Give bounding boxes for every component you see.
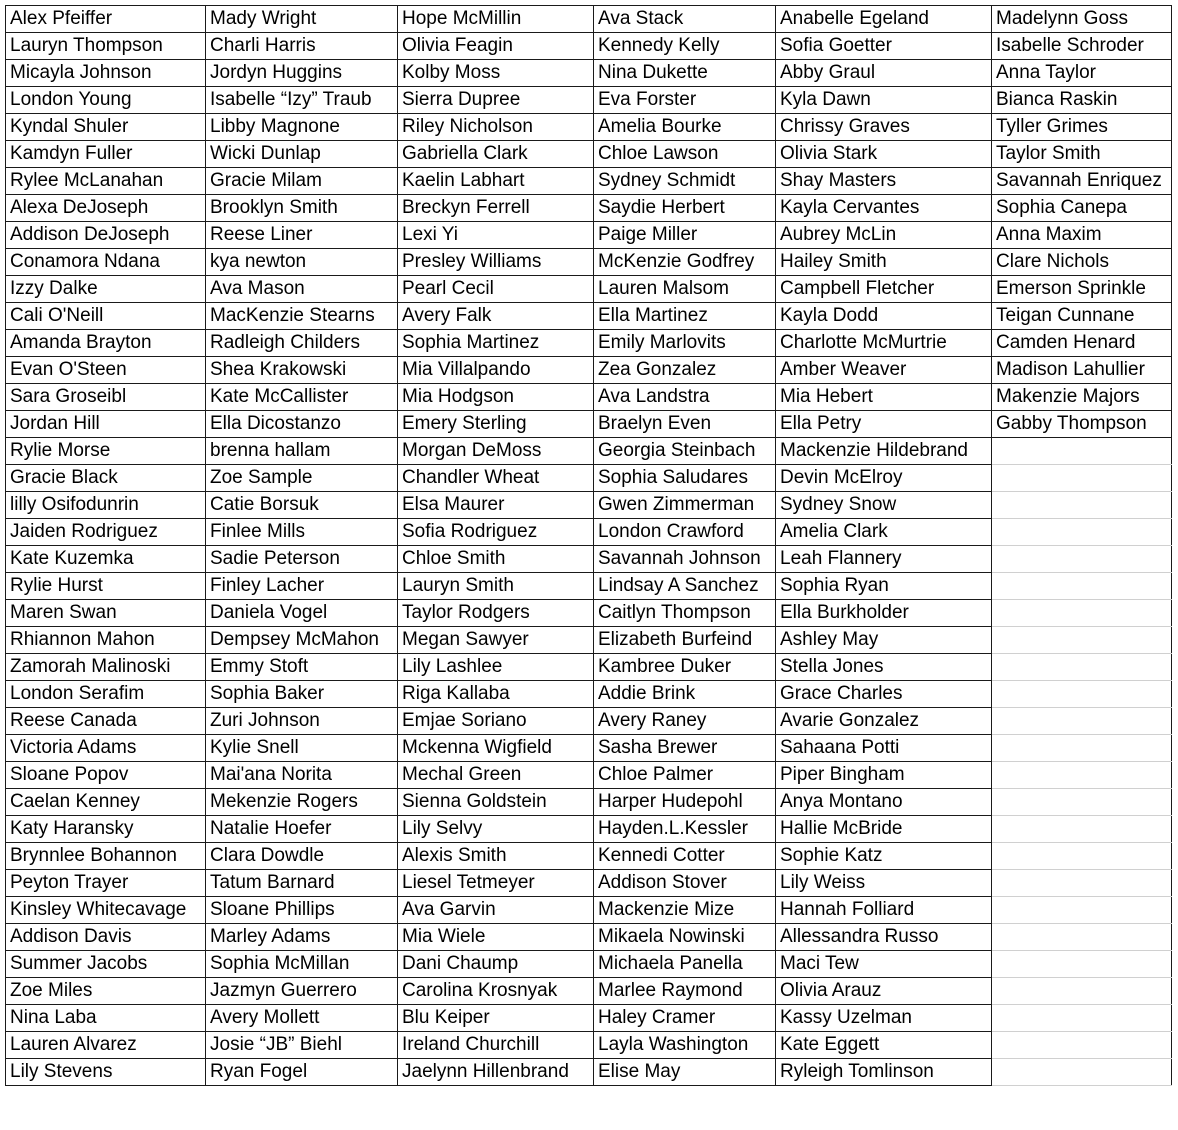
name-cell[interactable]: Makenzie Majors bbox=[992, 384, 1172, 411]
name-cell[interactable]: Wicki Dunlap bbox=[206, 141, 398, 168]
name-cell[interactable]: London Serafim bbox=[6, 681, 206, 708]
name-cell[interactable]: Charlotte McMurtrie bbox=[776, 330, 992, 357]
name-cell[interactable]: Taylor Smith bbox=[992, 141, 1172, 168]
name-cell[interactable] bbox=[992, 816, 1172, 843]
name-cell[interactable]: Emmy Stoft bbox=[206, 654, 398, 681]
name-cell[interactable]: Blu Keiper bbox=[398, 1005, 594, 1032]
name-cell[interactable]: Gabby Thompson bbox=[992, 411, 1172, 438]
name-cell[interactable]: Kambree Duker bbox=[594, 654, 776, 681]
name-cell[interactable]: Caelan Kenney bbox=[6, 789, 206, 816]
name-cell[interactable]: Breckyn Ferrell bbox=[398, 195, 594, 222]
name-cell[interactable]: Mckenna Wigfield bbox=[398, 735, 594, 762]
name-cell[interactable]: Bianca Raskin bbox=[992, 87, 1172, 114]
name-cell[interactable]: Lauren Malsom bbox=[594, 276, 776, 303]
name-cell[interactable] bbox=[992, 438, 1172, 465]
name-cell[interactable]: Lily Stevens bbox=[6, 1059, 206, 1086]
name-cell[interactable]: Ella Martinez bbox=[594, 303, 776, 330]
name-cell[interactable]: Isabelle Schroder bbox=[992, 33, 1172, 60]
name-cell[interactable]: Megan Sawyer bbox=[398, 627, 594, 654]
table-row bbox=[6, 978, 1172, 1005]
name-cell[interactable]: Hannah Folliard bbox=[776, 897, 992, 924]
name-cell[interactable]: Sophia Ryan bbox=[776, 573, 992, 600]
name-cell[interactable]: Caitlyn Thompson bbox=[594, 600, 776, 627]
name-cell[interactable]: Catie Borsuk bbox=[206, 492, 398, 519]
table-row bbox=[6, 708, 1172, 735]
name-cell[interactable]: Sophia McMillan bbox=[206, 951, 398, 978]
name-cell[interactable]: Taylor Rodgers bbox=[398, 600, 594, 627]
name-cell[interactable]: Madison Lahullier bbox=[992, 357, 1172, 384]
name-cell[interactable]: Victoria Adams bbox=[6, 735, 206, 762]
name-cell[interactable] bbox=[992, 519, 1172, 546]
name-cell[interactable]: Anna Maxim bbox=[992, 222, 1172, 249]
name-cell[interactable]: Nina Dukette bbox=[594, 60, 776, 87]
name-cell[interactable]: Jazmyn Guerrero bbox=[206, 978, 398, 1005]
name-cell[interactable]: London Crawford bbox=[594, 519, 776, 546]
name-cell[interactable]: lilly Osifodunrin bbox=[6, 492, 206, 519]
name-cell[interactable] bbox=[992, 1059, 1172, 1086]
name-cell[interactable]: Kolby Moss bbox=[398, 60, 594, 87]
name-cell[interactable]: Alexa DeJoseph bbox=[6, 195, 206, 222]
name-cell[interactable]: Gracie Black bbox=[6, 465, 206, 492]
table-row bbox=[6, 546, 1172, 573]
name-cell[interactable]: Libby Magnone bbox=[206, 114, 398, 141]
name-cell[interactable]: Lexi Yi bbox=[398, 222, 594, 249]
name-cell[interactable]: Summer Jacobs bbox=[6, 951, 206, 978]
name-cell[interactable]: Mackenzie Mize bbox=[594, 897, 776, 924]
name-cell[interactable]: Rylie Morse bbox=[6, 438, 206, 465]
name-cell[interactable] bbox=[992, 654, 1172, 681]
name-cell[interactable]: Hayden.L.Kessler bbox=[594, 816, 776, 843]
name-cell[interactable]: Kate McCallister bbox=[206, 384, 398, 411]
name-cell[interactable]: Avery Mollett bbox=[206, 1005, 398, 1032]
name-cell[interactable]: Sasha Brewer bbox=[594, 735, 776, 762]
name-cell[interactable]: Riley Nicholson bbox=[398, 114, 594, 141]
name-cell[interactable]: Sophia Martinez bbox=[398, 330, 594, 357]
name-cell[interactable]: Sydney Schmidt bbox=[594, 168, 776, 195]
name-cell[interactable]: Avery Raney bbox=[594, 708, 776, 735]
name-cell[interactable]: Kassy Uzelman bbox=[776, 1005, 992, 1032]
name-cell[interactable] bbox=[992, 762, 1172, 789]
table-row bbox=[6, 870, 1172, 897]
table-row bbox=[6, 600, 1172, 627]
name-cell[interactable]: Elizabeth Burfeind bbox=[594, 627, 776, 654]
name-cell[interactable]: Elise May bbox=[594, 1059, 776, 1086]
name-cell[interactable]: Savannah Enriquez bbox=[992, 168, 1172, 195]
name-cell[interactable]: Aubrey McLin bbox=[776, 222, 992, 249]
name-cell[interactable]: MacKenzie Stearns bbox=[206, 303, 398, 330]
name-cell[interactable]: Clare Nichols bbox=[992, 249, 1172, 276]
name-cell[interactable]: Rylee McLanahan bbox=[6, 168, 206, 195]
name-cell[interactable]: Mia Hebert bbox=[776, 384, 992, 411]
name-cell[interactable]: Reese Liner bbox=[206, 222, 398, 249]
name-cell[interactable]: Jaelynn Hillenbrand bbox=[398, 1059, 594, 1086]
name-cell[interactable]: Charli Harris bbox=[206, 33, 398, 60]
name-cell[interactable]: Avarie Gonzalez bbox=[776, 708, 992, 735]
name-cell[interactable]: Ava Mason bbox=[206, 276, 398, 303]
name-cell[interactable]: Gabriella Clark bbox=[398, 141, 594, 168]
name-cell[interactable] bbox=[992, 1032, 1172, 1059]
name-cell[interactable]: Mai'ana Norita bbox=[206, 762, 398, 789]
name-cell[interactable]: Lily Lashlee bbox=[398, 654, 594, 681]
name-cell[interactable]: Isabelle “Izy” Traub bbox=[206, 87, 398, 114]
table-row bbox=[6, 87, 1172, 114]
name-cell[interactable]: Marlee Raymond bbox=[594, 978, 776, 1005]
name-cell[interactable]: Haley Cramer bbox=[594, 1005, 776, 1032]
table-row bbox=[6, 843, 1172, 870]
name-cell[interactable]: Marley Adams bbox=[206, 924, 398, 951]
name-cell[interactable]: Olivia Arauz bbox=[776, 978, 992, 1005]
name-cell[interactable]: Mady Wright bbox=[206, 6, 398, 33]
name-cell[interactable]: Mia Hodgson bbox=[398, 384, 594, 411]
name-cell[interactable]: Addie Brink bbox=[594, 681, 776, 708]
name-cell[interactable]: Sienna Goldstein bbox=[398, 789, 594, 816]
name-cell[interactable]: Cali O'Neill bbox=[6, 303, 206, 330]
name-cell[interactable]: Leah Flannery bbox=[776, 546, 992, 573]
name-cell[interactable]: Devin McElroy bbox=[776, 465, 992, 492]
name-cell[interactable]: Finley Lacher bbox=[206, 573, 398, 600]
name-cell[interactable]: Ryleigh Tomlinson bbox=[776, 1059, 992, 1086]
table-row bbox=[6, 1059, 1172, 1086]
name-cell[interactable]: Maci Tew bbox=[776, 951, 992, 978]
table-row bbox=[6, 384, 1172, 411]
name-cell[interactable]: Mia Wiele bbox=[398, 924, 594, 951]
name-cell[interactable] bbox=[992, 546, 1172, 573]
name-cell[interactable] bbox=[992, 492, 1172, 519]
name-cell[interactable] bbox=[992, 465, 1172, 492]
name-cell[interactable] bbox=[992, 843, 1172, 870]
name-cell[interactable]: Peyton Trayer bbox=[6, 870, 206, 897]
name-cell[interactable]: Kennedy Kelly bbox=[594, 33, 776, 60]
name-cell[interactable]: Jaiden Rodriguez bbox=[6, 519, 206, 546]
name-cell[interactable]: Saydie Herbert bbox=[594, 195, 776, 222]
name-cell[interactable]: Presley Williams bbox=[398, 249, 594, 276]
name-cell[interactable]: Zoe Sample bbox=[206, 465, 398, 492]
name-cell[interactable]: Ella Burkholder bbox=[776, 600, 992, 627]
name-cell[interactable]: Ava Garvin bbox=[398, 897, 594, 924]
name-cell[interactable]: Conamora Ndana bbox=[6, 249, 206, 276]
name-cell[interactable]: Emily Marlovits bbox=[594, 330, 776, 357]
name-cell[interactable]: Mia Villalpando bbox=[398, 357, 594, 384]
name-cell[interactable]: Emjae Soriano bbox=[398, 708, 594, 735]
table-row bbox=[6, 816, 1172, 843]
name-cell[interactable]: Campbell Fletcher bbox=[776, 276, 992, 303]
table-row bbox=[6, 951, 1172, 978]
name-cell[interactable] bbox=[992, 735, 1172, 762]
name-cell[interactable]: Kylie Snell bbox=[206, 735, 398, 762]
name-cell[interactable]: Amelia Clark bbox=[776, 519, 992, 546]
name-cell[interactable]: Emery Sterling bbox=[398, 411, 594, 438]
name-cell[interactable] bbox=[992, 627, 1172, 654]
name-cell[interactable]: Ella Dicostanzo bbox=[206, 411, 398, 438]
name-cell[interactable]: Anna Taylor bbox=[992, 60, 1172, 87]
table-row bbox=[6, 789, 1172, 816]
name-cell[interactable]: Allessandra Russo bbox=[776, 924, 992, 951]
name-cell[interactable]: Addison Davis bbox=[6, 924, 206, 951]
name-cell[interactable]: Riga Kallaba bbox=[398, 681, 594, 708]
table-row bbox=[6, 762, 1172, 789]
table-row bbox=[6, 222, 1172, 249]
name-cell[interactable]: brenna hallam bbox=[206, 438, 398, 465]
name-cell[interactable]: Katy Haransky bbox=[6, 816, 206, 843]
name-cell[interactable]: Abby Graul bbox=[776, 60, 992, 87]
name-cell[interactable]: Georgia Steinbach bbox=[594, 438, 776, 465]
name-cell[interactable]: Daniela Vogel bbox=[206, 600, 398, 627]
name-cell[interactable]: Sloane Popov bbox=[6, 762, 206, 789]
name-cell[interactable]: Olivia Feagin bbox=[398, 33, 594, 60]
name-cell[interactable]: Sadie Peterson bbox=[206, 546, 398, 573]
name-cell[interactable]: Mackenzie Hildebrand bbox=[776, 438, 992, 465]
name-grid bbox=[5, 5, 1172, 1086]
table-row bbox=[6, 276, 1172, 303]
name-cell[interactable]: Jordyn Huggins bbox=[206, 60, 398, 87]
name-cell[interactable] bbox=[992, 951, 1172, 978]
name-cell[interactable]: Stella Jones bbox=[776, 654, 992, 681]
name-cell[interactable]: Dani Chaump bbox=[398, 951, 594, 978]
table-row bbox=[6, 735, 1172, 762]
name-cell[interactable]: Izzy Dalke bbox=[6, 276, 206, 303]
name-cell[interactable]: Zuri Johnson bbox=[206, 708, 398, 735]
name-cell[interactable] bbox=[992, 1005, 1172, 1032]
name-cell[interactable] bbox=[992, 681, 1172, 708]
name-cell[interactable]: Sydney Snow bbox=[776, 492, 992, 519]
name-cell[interactable]: Lindsay A Sanchez bbox=[594, 573, 776, 600]
name-cell[interactable]: McKenzie Godfrey bbox=[594, 249, 776, 276]
name-cell[interactable]: Morgan DeMoss bbox=[398, 438, 594, 465]
name-cell[interactable]: Sofia Goetter bbox=[776, 33, 992, 60]
table-row bbox=[6, 438, 1172, 465]
table-row bbox=[6, 519, 1172, 546]
table-row bbox=[6, 627, 1172, 654]
name-cell[interactable]: Carolina Krosnyak bbox=[398, 978, 594, 1005]
table-row bbox=[6, 924, 1172, 951]
name-cell[interactable]: Sahaana Potti bbox=[776, 735, 992, 762]
name-cell[interactable]: Evan O'Steen bbox=[6, 357, 206, 384]
name-cell[interactable] bbox=[992, 978, 1172, 1005]
name-cell[interactable]: Kayla Dodd bbox=[776, 303, 992, 330]
name-cell[interactable]: Zoe Miles bbox=[6, 978, 206, 1005]
name-cell[interactable]: Sara Groseibl bbox=[6, 384, 206, 411]
table-row bbox=[6, 168, 1172, 195]
name-cell[interactable] bbox=[992, 924, 1172, 951]
name-cell[interactable]: Kyla Dawn bbox=[776, 87, 992, 114]
name-cell[interactable]: Kate Kuzemka bbox=[6, 546, 206, 573]
table-row bbox=[6, 114, 1172, 141]
name-cell[interactable]: Brooklyn Smith bbox=[206, 195, 398, 222]
name-cell[interactable]: Camden Henard bbox=[992, 330, 1172, 357]
name-cell[interactable]: Brynnlee Bohannon bbox=[6, 843, 206, 870]
name-cell[interactable]: Sophia Saludares bbox=[594, 465, 776, 492]
table-row bbox=[6, 465, 1172, 492]
name-cell[interactable] bbox=[992, 870, 1172, 897]
name-cell[interactable]: Natalie Hoefer bbox=[206, 816, 398, 843]
name-cell[interactable]: Layla Washington bbox=[594, 1032, 776, 1059]
name-cell[interactable]: Avery Falk bbox=[398, 303, 594, 330]
name-cell[interactable]: Kennedi Cotter bbox=[594, 843, 776, 870]
name-cell[interactable]: Sophia Canepa bbox=[992, 195, 1172, 222]
name-cell[interactable]: Micayla Johnson bbox=[6, 60, 206, 87]
name-cell[interactable]: Tyller Grimes bbox=[992, 114, 1172, 141]
name-cell[interactable]: Tatum Barnard bbox=[206, 870, 398, 897]
name-cell[interactable]: Pearl Cecil bbox=[398, 276, 594, 303]
name-cell[interactable]: Emerson Sprinkle bbox=[992, 276, 1172, 303]
name-cell[interactable]: Mekenzie Rogers bbox=[206, 789, 398, 816]
name-cell[interactable]: Amelia Bourke bbox=[594, 114, 776, 141]
name-cell[interactable]: Chloe Palmer bbox=[594, 762, 776, 789]
name-cell[interactable] bbox=[992, 600, 1172, 627]
name-cell[interactable]: Mikaela Nowinski bbox=[594, 924, 776, 951]
name-cell[interactable]: Chloe Lawson bbox=[594, 141, 776, 168]
name-cell[interactable]: Kyndal Shuler bbox=[6, 114, 206, 141]
name-cell[interactable]: Nina Laba bbox=[6, 1005, 206, 1032]
name-cell[interactable]: Hallie McBride bbox=[776, 816, 992, 843]
table-row bbox=[6, 897, 1172, 924]
name-cell[interactable]: Reese Canada bbox=[6, 708, 206, 735]
name-cell[interactable]: Madelynn Goss bbox=[992, 6, 1172, 33]
table-row bbox=[6, 330, 1172, 357]
name-cell[interactable]: Sloane Phillips bbox=[206, 897, 398, 924]
name-cell[interactable]: Harper Hudepohl bbox=[594, 789, 776, 816]
table-row bbox=[6, 141, 1172, 168]
table-row bbox=[6, 681, 1172, 708]
name-cell[interactable]: Amber Weaver bbox=[776, 357, 992, 384]
name-cell[interactable]: Braelyn Even bbox=[594, 411, 776, 438]
name-cell[interactable]: Finlee Mills bbox=[206, 519, 398, 546]
name-cell[interactable]: Ireland Churchill bbox=[398, 1032, 594, 1059]
name-cell[interactable]: Zea Gonzalez bbox=[594, 357, 776, 384]
name-cell[interactable]: Elsa Maurer bbox=[398, 492, 594, 519]
name-cell[interactable]: Hope McMillin bbox=[398, 6, 594, 33]
name-cell[interactable]: Kaelin Labhart bbox=[398, 168, 594, 195]
name-cell[interactable]: Kinsley Whitecavage bbox=[6, 897, 206, 924]
name-cell[interactable]: Liesel Tetmeyer bbox=[398, 870, 594, 897]
name-cell[interactable]: Lily Weiss bbox=[776, 870, 992, 897]
name-cell[interactable]: Ashley May bbox=[776, 627, 992, 654]
name-cell[interactable]: Rylie Hurst bbox=[6, 573, 206, 600]
name-cell[interactable]: Anya Montano bbox=[776, 789, 992, 816]
table-row bbox=[6, 1005, 1172, 1032]
name-cell[interactable]: Ava Stack bbox=[594, 6, 776, 33]
table-row bbox=[6, 573, 1172, 600]
name-cell[interactable]: Gwen Zimmerman bbox=[594, 492, 776, 519]
table-row bbox=[6, 492, 1172, 519]
name-cell[interactable]: Shea Krakowski bbox=[206, 357, 398, 384]
name-cell[interactable]: Kayla Cervantes bbox=[776, 195, 992, 222]
name-cell[interactable] bbox=[992, 573, 1172, 600]
table-row bbox=[6, 1032, 1172, 1059]
name-cell[interactable]: Addison Stover bbox=[594, 870, 776, 897]
name-cell[interactable]: Sophie Katz bbox=[776, 843, 992, 870]
name-cell[interactable]: Lauren Alvarez bbox=[6, 1032, 206, 1059]
name-cell[interactable]: Jordan Hill bbox=[6, 411, 206, 438]
name-cell[interactable]: Dempsey McMahon bbox=[206, 627, 398, 654]
name-cell[interactable]: Chloe Smith bbox=[398, 546, 594, 573]
name-cell[interactable] bbox=[992, 897, 1172, 924]
name-cell[interactable]: Ava Landstra bbox=[594, 384, 776, 411]
name-cell[interactable]: Zamorah Malinoski bbox=[6, 654, 206, 681]
name-cell[interactable]: Rhiannon Mahon bbox=[6, 627, 206, 654]
name-cell[interactable]: Sophia Baker bbox=[206, 681, 398, 708]
name-cell[interactable]: Grace Charles bbox=[776, 681, 992, 708]
name-cell[interactable]: Addison DeJoseph bbox=[6, 222, 206, 249]
grid-body bbox=[6, 6, 1172, 1086]
name-cell[interactable]: Gracie Milam bbox=[206, 168, 398, 195]
table-row bbox=[6, 195, 1172, 222]
table-row bbox=[6, 411, 1172, 438]
name-cell[interactable]: Lauryn Thompson bbox=[6, 33, 206, 60]
name-cell[interactable]: Shay Masters bbox=[776, 168, 992, 195]
name-cell[interactable]: Hailey Smith bbox=[776, 249, 992, 276]
table-row bbox=[6, 654, 1172, 681]
name-cell[interactable]: Chrissy Graves bbox=[776, 114, 992, 141]
name-cell[interactable]: Savannah Johnson bbox=[594, 546, 776, 573]
name-cell[interactable]: Ryan Fogel bbox=[206, 1059, 398, 1086]
name-cell[interactable]: Mechal Green bbox=[398, 762, 594, 789]
name-cell[interactable]: Ella Petry bbox=[776, 411, 992, 438]
name-cell[interactable]: kya newton bbox=[206, 249, 398, 276]
name-cell[interactable]: Maren Swan bbox=[6, 600, 206, 627]
name-cell[interactable]: Amanda Brayton bbox=[6, 330, 206, 357]
name-cell[interactable]: Clara Dowdle bbox=[206, 843, 398, 870]
name-cell[interactable]: Lily Selvy bbox=[398, 816, 594, 843]
name-cell[interactable]: Radleigh Childers bbox=[206, 330, 398, 357]
name-cell[interactable]: Olivia Stark bbox=[776, 141, 992, 168]
name-cell[interactable]: Lauryn Smith bbox=[398, 573, 594, 600]
name-cell[interactable]: Anabelle Egeland bbox=[776, 6, 992, 33]
name-cell[interactable]: Josie “JB” Biehl bbox=[206, 1032, 398, 1059]
name-cell[interactable]: Paige Miller bbox=[594, 222, 776, 249]
name-cell[interactable]: Sierra Dupree bbox=[398, 87, 594, 114]
table-row bbox=[6, 249, 1172, 276]
table-row bbox=[6, 357, 1172, 384]
name-cell[interactable]: Alex Pfeiffer bbox=[6, 6, 206, 33]
table-row bbox=[6, 33, 1172, 60]
name-cell[interactable]: Chandler Wheat bbox=[398, 465, 594, 492]
name-cell[interactable]: Alexis Smith bbox=[398, 843, 594, 870]
name-cell[interactable] bbox=[992, 789, 1172, 816]
name-cell[interactable]: Kate Eggett bbox=[776, 1032, 992, 1059]
table-row bbox=[6, 303, 1172, 330]
name-cell[interactable]: Piper Bingham bbox=[776, 762, 992, 789]
name-cell[interactable] bbox=[992, 708, 1172, 735]
name-cell[interactable]: Sofia Rodriguez bbox=[398, 519, 594, 546]
table-row bbox=[6, 60, 1172, 87]
name-cell[interactable]: Teigan Cunnane bbox=[992, 303, 1172, 330]
name-cell[interactable]: London Young bbox=[6, 87, 206, 114]
name-cell[interactable]: Eva Forster bbox=[594, 87, 776, 114]
name-cell[interactable]: Kamdyn Fuller bbox=[6, 141, 206, 168]
name-cell[interactable]: Michaela Panella bbox=[594, 951, 776, 978]
table-row bbox=[6, 6, 1172, 33]
